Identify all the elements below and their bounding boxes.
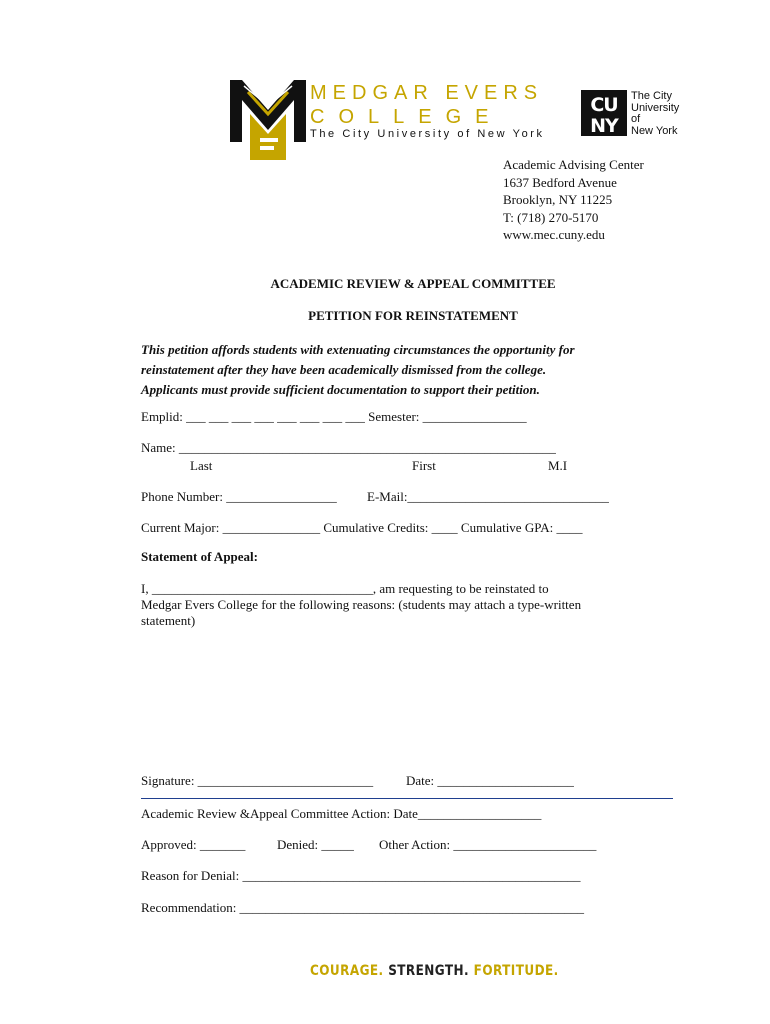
statement-text[interactable] — [141, 581, 641, 629]
other-action-field[interactable]: Other Action: ______________________ — [379, 837, 597, 852]
college-tagline: The City University of New York — [310, 128, 545, 140]
statement-line: I, __________________________________, am requesting to be reinstated to — [141, 581, 549, 596]
statement-line: Medgar Evers College for the following reasons: (students may attach a type-written — [141, 597, 582, 612]
cuny-logo — [581, 90, 627, 136]
name-field[interactable]: Name: __________________________________________________________ — [141, 440, 556, 455]
document-title: ACADEMIC REVIEW & APPEAL COMMITTEE — [270, 276, 556, 291]
committee-action-field[interactable]: Academic Review &Appeal Committee Action: Date___________________ — [141, 806, 542, 821]
name-mi-label: M.I — [548, 458, 568, 473]
emplid-semester-field[interactable]: Emplid: ___ ___ ___ ___ ___ ___ ___ ___ Semester: ________________ — [141, 409, 527, 424]
svg-text:CU: CU — [590, 94, 618, 116]
reason-for-denial-field[interactable]: Reason for Denial: ____________________________________________________ — [141, 868, 581, 883]
phone-field[interactable]: Phone Number: _________________ — [141, 489, 337, 504]
intro-line: Applicants must provide sufficient documentation to support their petition. — [141, 382, 540, 397]
address-block — [503, 156, 644, 244]
section-divider — [141, 798, 673, 799]
college-name-line1: MEDGAR EVERS — [310, 82, 544, 104]
address-line: 1637 Bedford Avenue — [503, 174, 617, 190]
intro-line: This petition affords students with extenuating circumstances the opportunity for — [141, 342, 575, 357]
cuny-logo-text — [631, 91, 701, 137]
college-name-line2: COLLEGE — [310, 106, 503, 128]
motto-strength: STRENGTH. — [388, 963, 470, 979]
svg-text:NY: NY — [590, 115, 618, 136]
motto-courage: COURAGE. — [310, 963, 384, 979]
cuny-text-line: The City — [631, 90, 672, 102]
signature-field[interactable]: Signature: ___________________________ — [141, 773, 374, 788]
address-line: Brooklyn, NY 11225 — [503, 192, 613, 207]
email-field[interactable]: E-Mail:_______________________________ — [367, 489, 609, 504]
recommendation-field[interactable]: Recommendation: _____________________________________________________ — [141, 900, 585, 915]
address-line: Academic Advising Center — [503, 157, 644, 172]
cuny-text-line: University — [631, 101, 680, 114]
college-motto — [310, 963, 559, 979]
cuny-text-line: of — [631, 113, 641, 125]
signature-date-field[interactable]: Date: _____________________ — [406, 773, 574, 788]
address-line: T: (718) 270-5170 — [503, 209, 599, 225]
name-first-label: First — [412, 458, 436, 473]
intro-line: reinstatement after they have been academically dismissed from the college. — [141, 362, 547, 377]
name-last-label: Last — [190, 458, 213, 473]
denied-field[interactable]: Denied: _____ — [277, 837, 354, 852]
motto-fortitude: FORTITUDE. — [473, 963, 559, 979]
statement-heading: Statement of Appeal: — [141, 549, 258, 564]
intro-text — [141, 340, 661, 400]
cuny-text-line: New York — [631, 124, 678, 137]
approved-field[interactable]: Approved: _______ — [141, 837, 246, 852]
major-credits-gpa-field[interactable]: Current Major: _______________ Cumulative Credits: ____ Cumulative GPA: ____ — [141, 520, 583, 535]
document-subtitle: PETITION FOR REINSTATEMENT — [308, 308, 518, 323]
statement-line: statement) — [141, 613, 196, 628]
address-line: www.mec.cuny.edu — [503, 227, 605, 242]
